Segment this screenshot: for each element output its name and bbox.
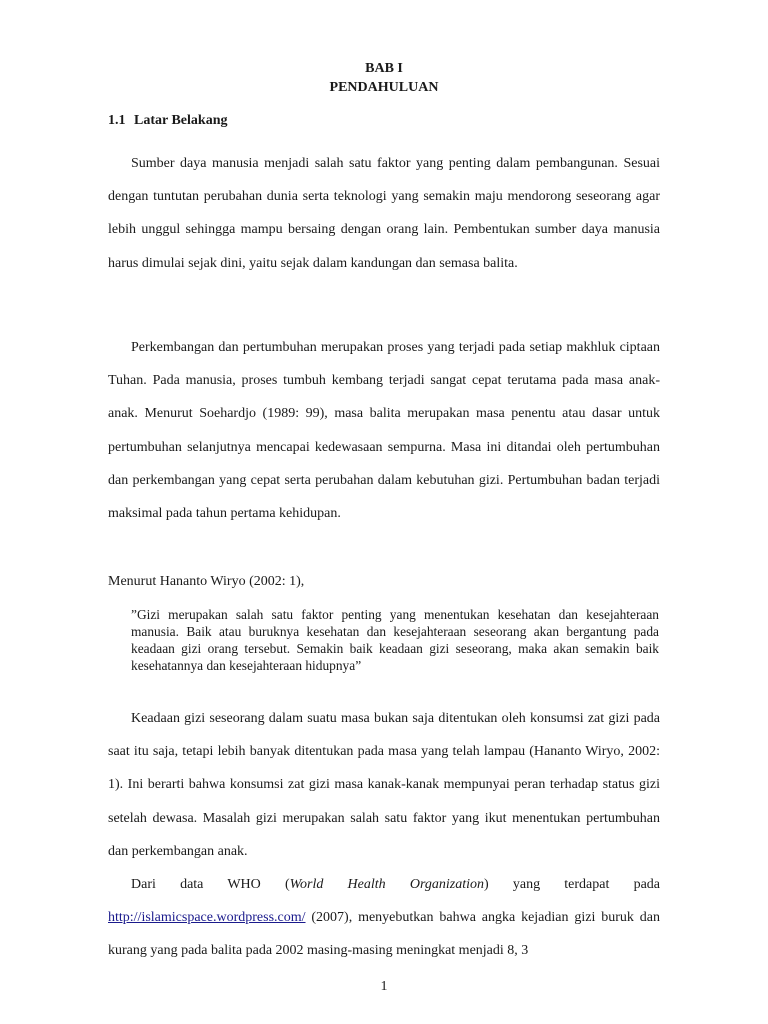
chapter-label: BAB I (365, 61, 403, 76)
section-number: 1.1 (108, 113, 126, 128)
paragraph-3: Keadaan gizi seseorang dalam suatu masa bukan saja ditentukan oleh konsumsi zat gizi pada saat itu saja, tetapi lebih banyak ditentukan pada masa yang telah lampau (Hananto Wiryo, 2002: 1). Ini berarti bahwa konsumsi zat gizi masa kanak-kanak mempunyai peran terhadap status gizi setelah dewasa. Masalah gizi merupakan salah satu faktor yang ikut menentukan pertumbuhan dan perkembangan anak. (108, 711, 660, 859)
document-page (108, 0, 660, 1024)
paragraph-4-text-2: ) yang terdapat pada (484, 877, 660, 892)
paragraph-4 (108, 868, 660, 967)
section-heading (108, 112, 227, 130)
paragraph-4-text-3: (2007), menyebutkan bahwa angka kejadian gizi buruk dan kurang yang pada balita pada 2002 masing-masing meningkat menjadi 8, 3 (108, 910, 660, 958)
section-title: Latar Belakang (134, 113, 228, 128)
who-full-name: World Health Organization (289, 877, 485, 892)
paragraph-1: Sumber daya manusia menjadi salah satu faktor yang penting dalam pembangunan. Sesuai dengan tuntutan perubahan dunia serta teknologi yang semakin maju mendorong seseorang agar lebih unggul sehingga mampu bersaing dengan orang lain. Pembentukan sumber daya manusia harus dimulai sejak dini, yaitu sejak dalam kandungan dan semasa balita. (108, 156, 660, 271)
block-quote: ”Gizi merupakan salah satu faktor penting yang menentukan kesehatan dan kesejahteraan manusia. Baik atau buruknya kesehatan dan kesejahteraan seseorang akan bergantung pada keadaan gizi orang tersebut. Semakin baik keadaan gizi seseorang, maka akan semakin baik kesehatannya dan kesejahteraan hidupnya” (131, 607, 659, 673)
page-number: 1 (380, 979, 388, 994)
chapter-title: PENDAHULUAN (329, 80, 439, 95)
source-link[interactable]: http://islamicspace.wordpress.com/ (108, 910, 306, 925)
paragraph-2: Perkembangan dan pertumbuhan merupakan proses yang terjadi pada setiap makhluk ciptaan Tuhan. Pada manusia, proses tumbuh kembang terjadi sangat cepat terutama pada masa anak-anak. Menurut Soehardjo (1989: 99), masa balita merupakan masa penentu atau dasar untuk pertumbuhan selanjutnya mencapai kedewasaan sempurna. Masa ini ditandai oleh pertumbuhan dan perkembangan yang cepat serta perubahan dalam kebutuhan gizi. Pertumbuhan badan terjadi maksimal pada tahun pertama kehidupan. (108, 340, 660, 522)
paragraph-4-text-1: Dari data WHO ( (131, 877, 290, 892)
citation-intro: Menurut Hananto Wiryo (2002: 1), (108, 574, 305, 589)
